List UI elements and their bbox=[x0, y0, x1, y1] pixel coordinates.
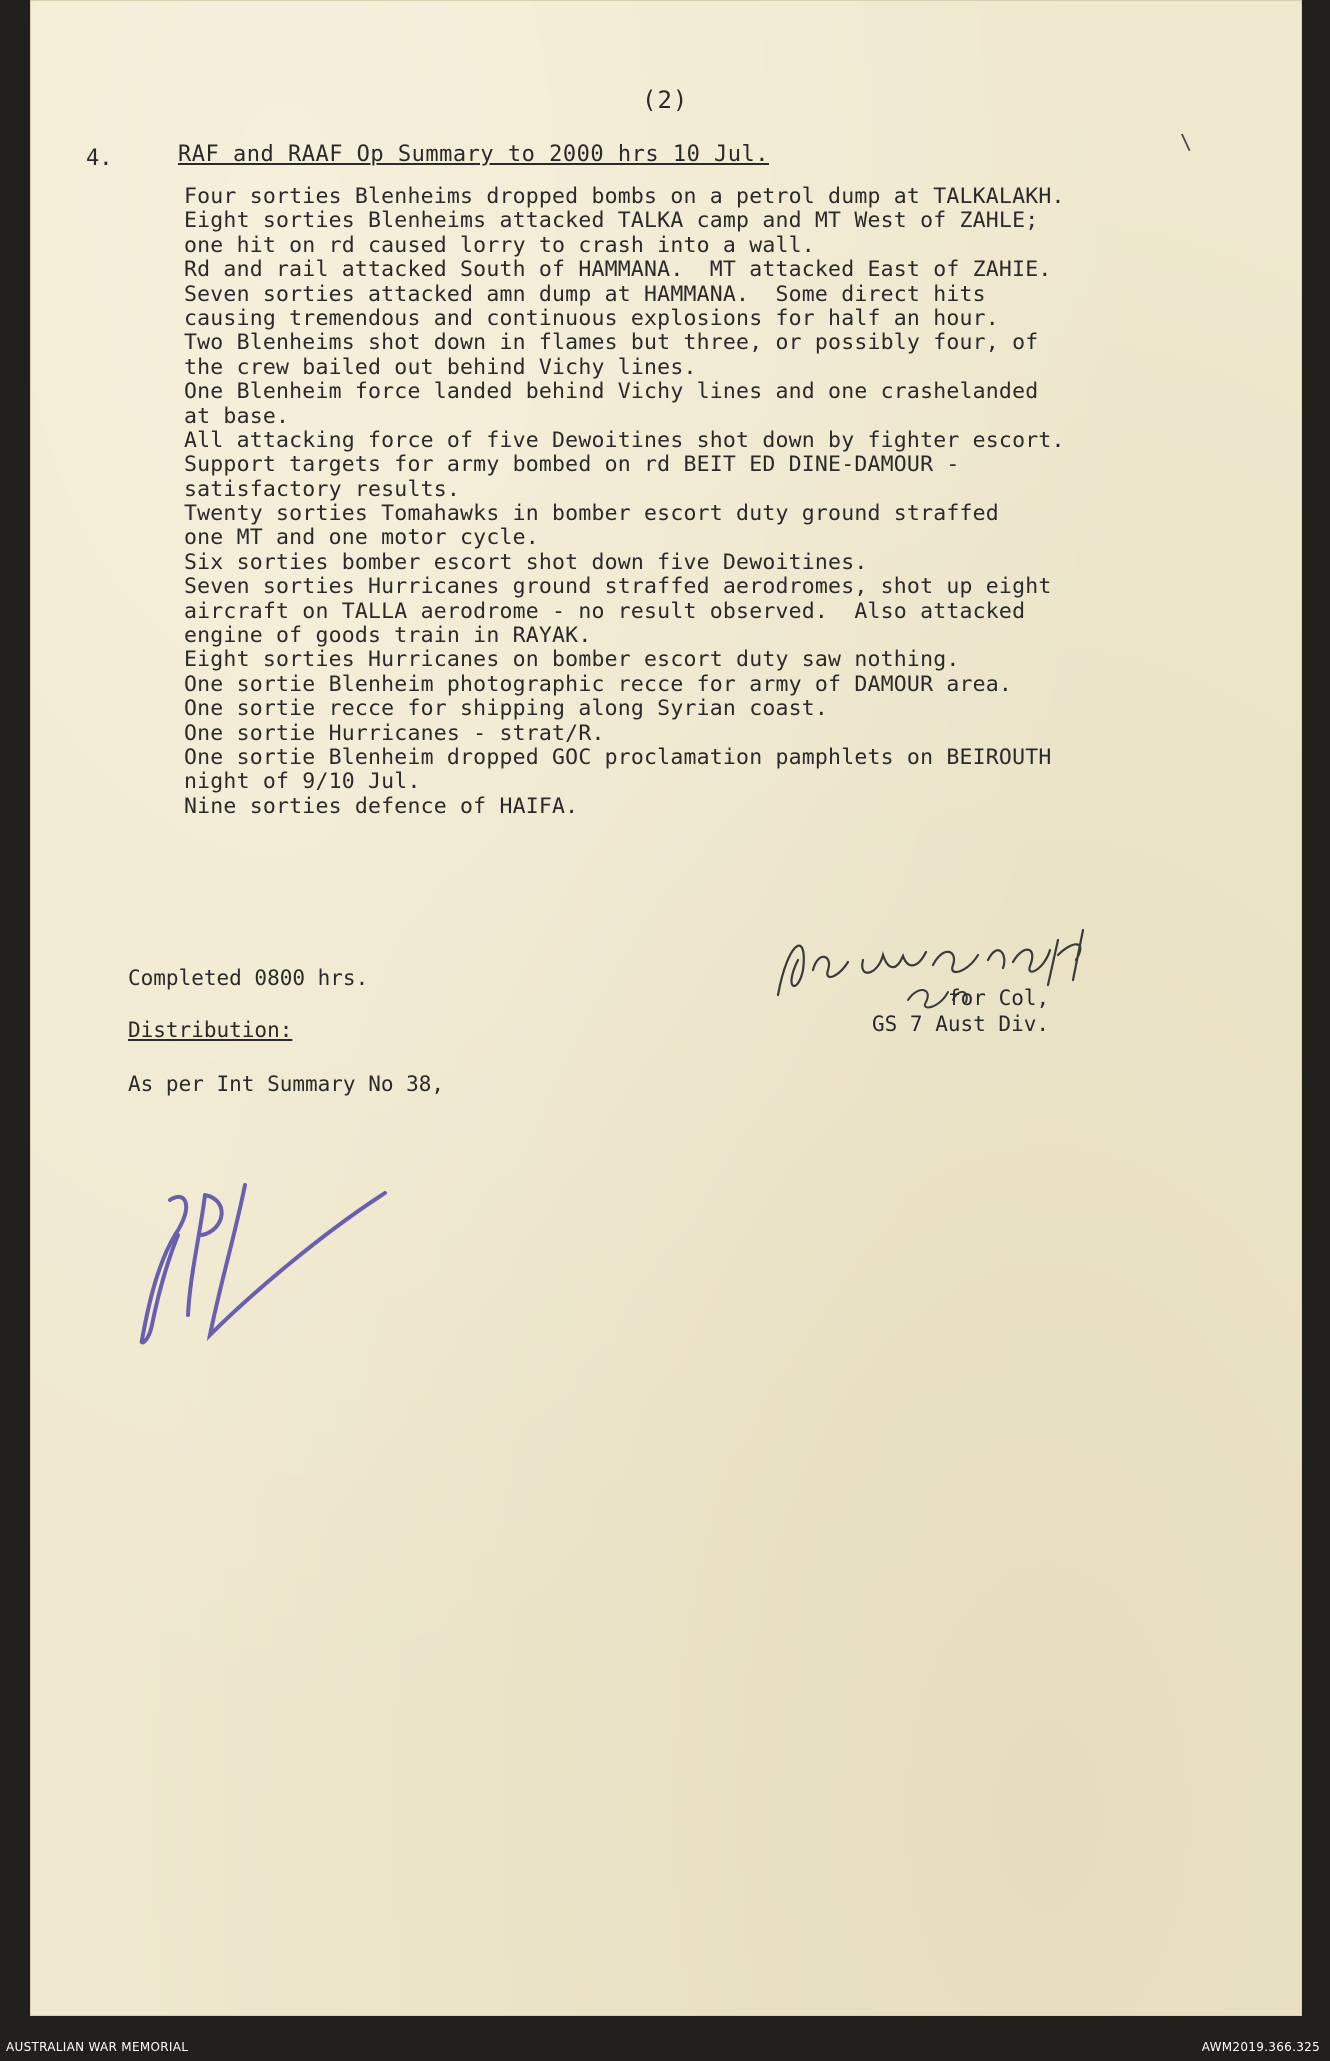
body-line: Two Blenheims shot down in flames but three, or possibly four, of bbox=[184, 330, 1039, 356]
distribution-text: As per Int Summary No 38, bbox=[128, 1072, 445, 1096]
section-heading: RAF and RAAF Op Summary to 2000 hrs 10 Jul. bbox=[178, 142, 770, 167]
body-line: at base. bbox=[184, 403, 290, 429]
body-line: aircraft on TALLA aerodrome - no result observed. Also attacked bbox=[184, 598, 1026, 624]
body-line: Four sorties Blenheims dropped bombs on a petrol dump at TALKALAKH. bbox=[184, 184, 1065, 209]
distribution-label: Distribution: bbox=[128, 1018, 293, 1042]
section-number: 4. bbox=[86, 146, 113, 171]
body-line: One Blenheim force landed behind Vichy lines and one crashelanded bbox=[184, 379, 1039, 405]
body-line: Seven sorties Hurricanes ground straffed aerodromes, shot up eight bbox=[184, 574, 1052, 600]
body-line: satisfactory results. bbox=[184, 476, 461, 502]
body-line: Six sorties bomber escort shot down five Dewoitines. bbox=[184, 549, 868, 575]
body-line: night of 9/10 Jul. bbox=[184, 769, 421, 795]
pencil-tick-mark: \ bbox=[1180, 130, 1193, 154]
footer-institution: AUSTRALIAN WAR MEMORIAL bbox=[6, 2040, 189, 2054]
body-line: One sortie recce for shipping along Syrian coast. bbox=[184, 696, 829, 722]
handwritten-signature bbox=[758, 900, 1128, 1020]
body-line: Nine sorties defence of HAIFA. bbox=[184, 793, 579, 819]
body-line: One sortie Blenheim photographic recce for army of DAMOUR area. bbox=[184, 671, 1013, 697]
document-page bbox=[30, 0, 1302, 2016]
body-line: One sortie Hurricanes - strat/R. bbox=[184, 720, 605, 746]
op-summary-body bbox=[184, 185, 1284, 819]
body-line: one MT and one motor cycle. bbox=[184, 525, 539, 551]
purple-ink-initials bbox=[130, 1175, 410, 1355]
page-number: (2) bbox=[642, 86, 689, 114]
body-line: One sortie Blenheim dropped GOC proclamation pamphlets on BEIROUTH bbox=[184, 744, 1052, 770]
body-line: engine of goods train in RAYAK. bbox=[184, 623, 592, 649]
body-line: Rd and rail attacked South of HAMMANA. MT attacked East of ZAHIE. bbox=[184, 257, 1052, 283]
body-line: causing tremendous and continuous explosions for half an hour. bbox=[184, 305, 999, 331]
body-line: Eight sorties Blenheims attacked TALKA camp and MT West of ZAHLE; bbox=[184, 208, 1039, 234]
completed-time: Completed 0800 hrs. bbox=[128, 966, 369, 990]
body-line: Eight sorties Hurricanes on bomber escort duty saw nothing. bbox=[184, 647, 960, 673]
body-line: Support targets for army bombed on rd BEIT ED DINE-DAMOUR - bbox=[184, 452, 960, 478]
footer-accession-number: AWM2019.366.325 bbox=[1201, 2040, 1320, 2054]
body-line: the crew bailed out behind Vichy lines. bbox=[184, 354, 697, 380]
signature-role: for Col, bbox=[948, 986, 1050, 1010]
body-line: All attacking force of five Dewoitines shot down by fighter escort. bbox=[184, 427, 1065, 453]
signature-unit: GS 7 Aust Div. bbox=[872, 1012, 1050, 1036]
body-line: Twenty sorties Tomahawks in bomber escort duty ground straffed bbox=[184, 501, 999, 527]
body-line: Seven sorties attacked amn dump at HAMMANA. Some direct hits bbox=[184, 281, 986, 307]
body-line: one hit on rd caused lorry to crash into a wall. bbox=[184, 232, 815, 258]
